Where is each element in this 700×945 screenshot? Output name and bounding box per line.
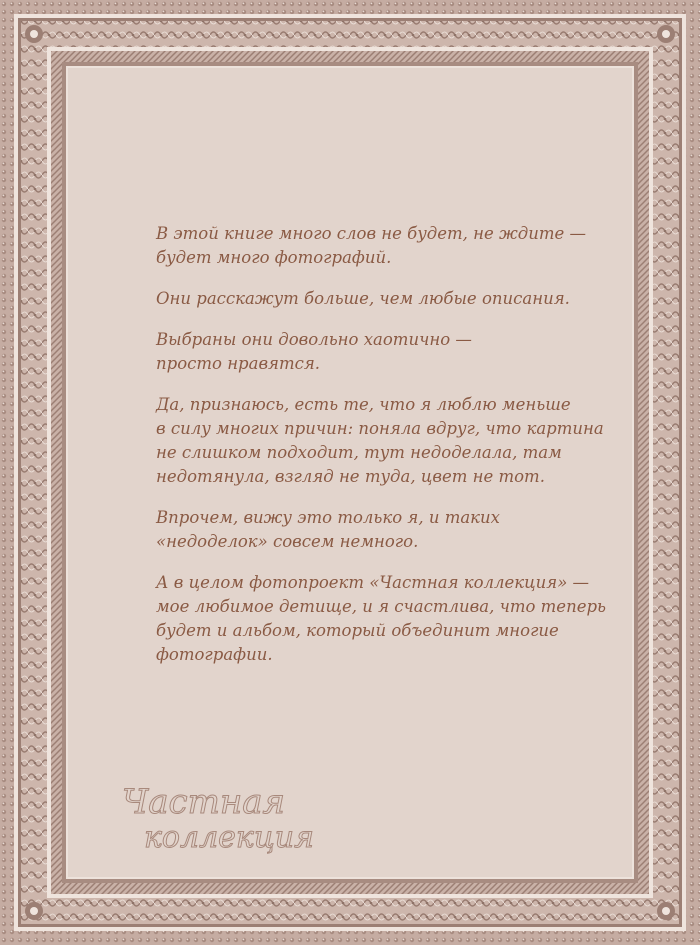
chastnaya-kollektsiya-logo [118, 775, 358, 865]
paragraph-1: В этой книге много слов не будет, не ждите — будет много фотографий. [156, 224, 587, 267]
paragraph-2: Они расскажут больше, чем любые описания. [156, 289, 570, 308]
paragraph-6: А в целом фотопроект «Частная коллекция» — мое любимое детище, и я счастлива, что теперь будет и альбом, который объединит многие фотографии. [156, 573, 607, 664]
paragraph-4: Да, признаюсь, есть те, что я люблю меньше в силу многих причин: поняла вдруг, что картина не слишком подходит, тут недоделала, там недотянула, взгляд не туда, цвет не тот. [156, 395, 604, 486]
paragraph-5: Впрочем, вижу это только я, и таких «недоделок» совсем немного. [156, 508, 500, 551]
logo-line-2: коллекция [144, 820, 314, 855]
logo-line-1: Частная [122, 782, 286, 822]
paragraph-3: Выбраны они довольно хаотично — просто нравятся. [156, 330, 472, 373]
intro-text [156, 222, 626, 684]
